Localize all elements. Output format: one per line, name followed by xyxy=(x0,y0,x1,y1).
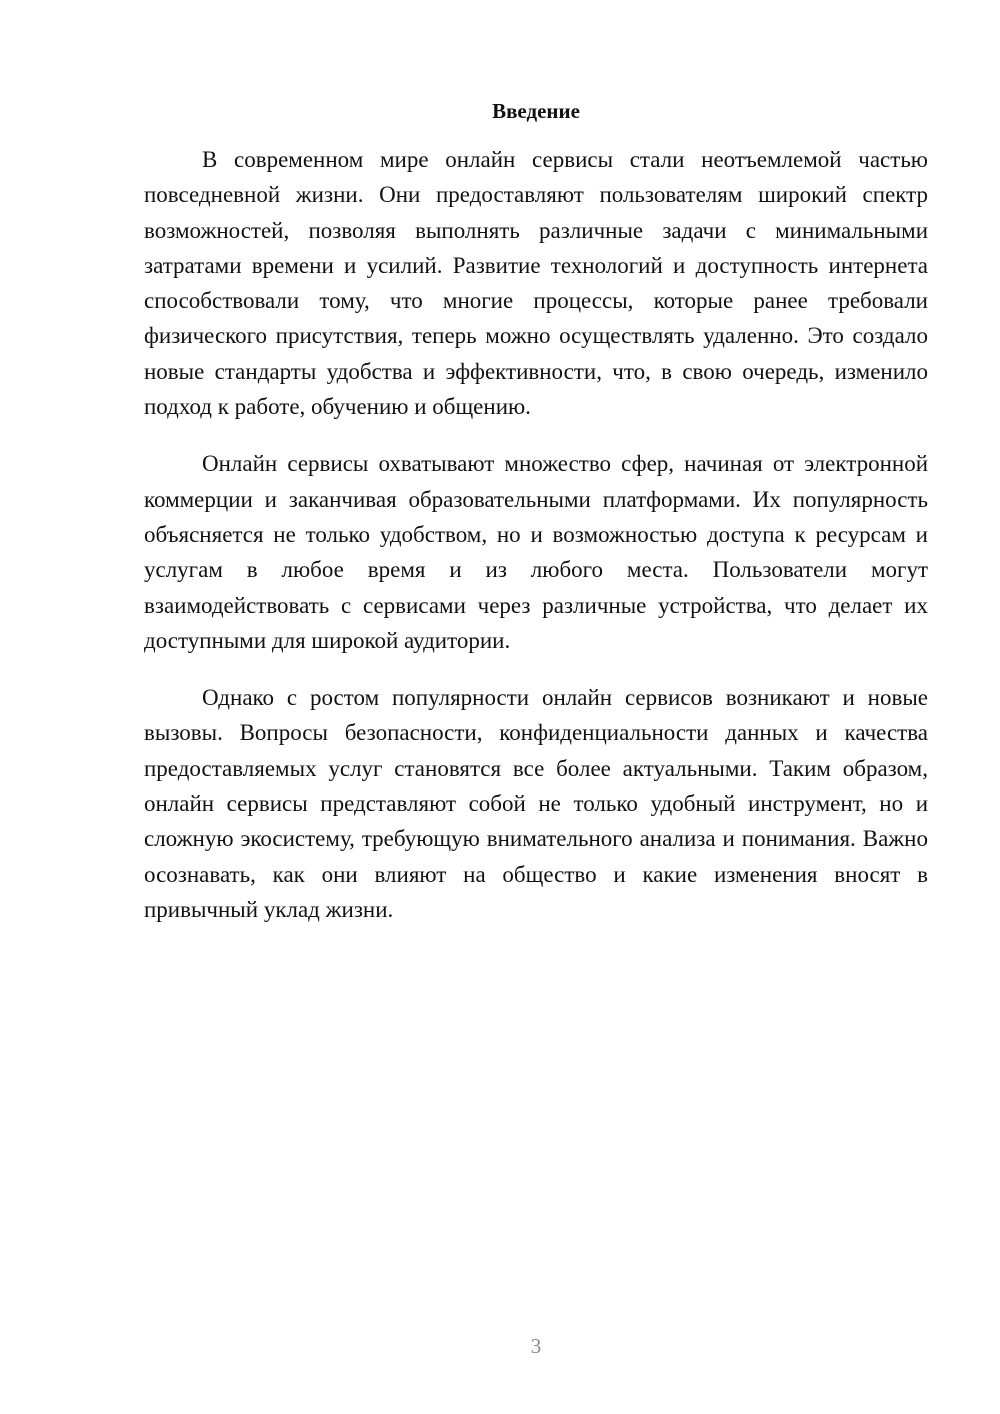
document-body xyxy=(144,142,928,949)
paragraph-3: Однако с ростом популярности онлайн сервисов возникают и новые вызовы. Вопросы безопасности, конфиденциальности данных и качества предоставляемых услуг становятся все более актуальными. Таким образом, онлайн сервисы представляют собой не только удобный инструмент, но и сложную экосистему, требующую внимательного анализа и понимания. Важно осознавать, как они влияют на общество и какие изменения вносят в привычный уклад жизни. xyxy=(144,685,928,922)
page-number: 3 xyxy=(530,1334,542,1358)
page-title: Введение xyxy=(492,99,580,123)
paragraph-1: В современном мире онлайн сервисы стали неотъемлемой частью повседневной жизни. Они предоставляют пользователям широкий спектр возможностей, позволяя выполнять различные задачи с минимальными затратами времени и усилий. Развитие технологий и доступность интернета способствовали тому, что многие процессы, которые ранее требовали физического присутствия, теперь можно осуществлять удаленно. Это создало новые стандарты удобства и эффективности, что, в свою очередь, изменило подход к работе, обучению и общению. xyxy=(144,147,928,420)
paragraph-2: Онлайн сервисы охватывают множество сфер, начиная от электронной коммерции и заканчивая образовательными платформами. Их популярность объясняется не только удобством, но и возможностью доступа к ресурсам и услугам в любое время и из любого места. Пользователи могут взаимодействовать с сервисами через различные устройства, что делает их доступными для широкой аудитории. xyxy=(144,451,928,653)
